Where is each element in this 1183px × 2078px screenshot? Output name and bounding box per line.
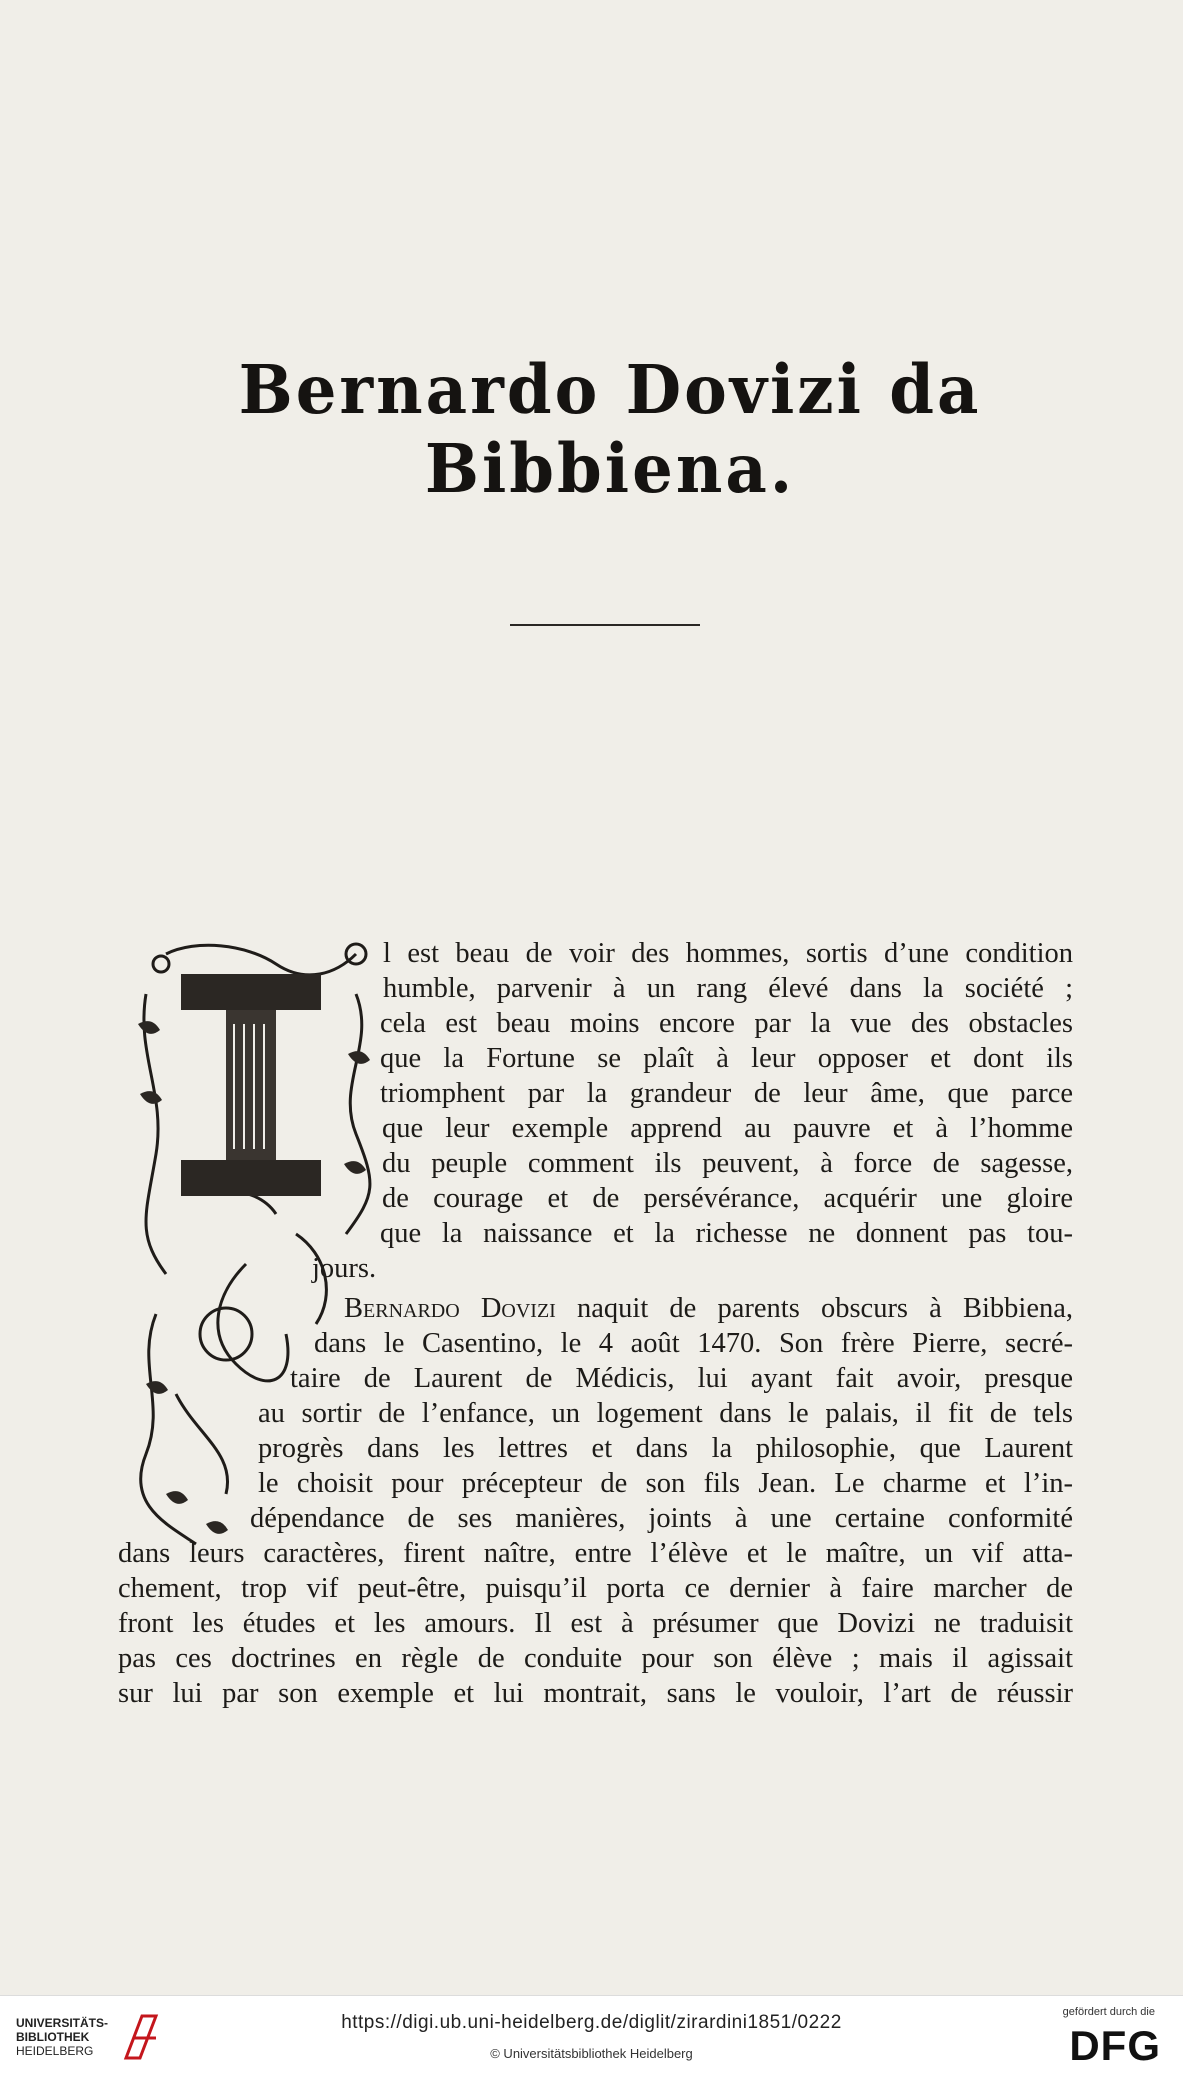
copyright-text: © Universitätsbibliothek Heidelberg (490, 2046, 693, 2061)
text-line: que leur exemple apprend au pauvre et à l’homme (382, 1113, 1073, 1144)
text-line: progrès dans les lettres et dans la philosophie, que Laurent (258, 1433, 1073, 1464)
text-line: du peuple comment ils peuvent, à force de sagesse, (382, 1148, 1073, 1179)
text-line: triomphent par la grandeur de leur âme, que parce (380, 1078, 1073, 1109)
library-name-line: UNIVERSITÄTS- (16, 2016, 109, 2030)
footer-bar (0, 1995, 1183, 2078)
text-line: taire de Laurent de Médicis, lui ayant fait avoir, presque (290, 1363, 1073, 1394)
text-line: sur lui par son exemple et lui montrait, sans le vouloir, l’art de réussir (118, 1678, 1073, 1709)
title-divider (510, 624, 700, 626)
text-line: cela est beau moins encore par la vue des obstacles (380, 1008, 1073, 1039)
text-line: jours. (312, 1253, 377, 1284)
library-city-line: HEIDELBERG (16, 2044, 94, 2058)
text-line: dépendance de ses manières, joints à une certaine conformité (250, 1503, 1073, 1534)
text-line: naquit de parents obscurs à Bibbiena, (577, 1293, 1074, 1324)
text-line: humble, parvenir à un rang élevé dans la société ; (383, 973, 1073, 1004)
library-name-line: BIBLIOTHEK (16, 2030, 90, 2044)
document-url-link[interactable]: https://digi.ub.uni-heidelberg.de/diglit/zirardini1851/0222 (341, 2012, 842, 2033)
text-line: au sortir de l’enfance, un logement dans le palais, il fit de tels (258, 1398, 1073, 1429)
dfg-logo: DFG (1069, 2022, 1161, 2069)
text-line: chement, trop vif peut-être, puisqu’il porta ce dernier à faire marcher de (118, 1573, 1073, 1604)
text-line: front les études et les amours. Il est à présumer que Dovizi ne traduisit (118, 1608, 1073, 1639)
text-line: pas ces doctrines en règle de conduite pour son élève ; mais il agissait (118, 1643, 1073, 1674)
text-line: dans le Casentino, le 4 août 1470. Son frère Pierre, secré- (314, 1328, 1073, 1359)
text-line: que la naissance et la richesse ne donnent pas tou- (380, 1218, 1073, 1249)
text-line: dans leurs caractères, firent naître, entre l’élève et le maître, un vif atta- (118, 1538, 1073, 1569)
text-line: l est beau de voir des hommes, sortis d’une condition (383, 938, 1073, 969)
text-line: de courage et de persévérance, acquérir une gloire (382, 1183, 1073, 1214)
text-line-name (344, 1292, 1073, 1326)
funding-note: gefördert durch die (1062, 2006, 1155, 2018)
chapter-title: Bernardo Dovizi da Bibbiena. (238, 351, 982, 509)
text-line: que la Fortune se plaît à leur opposer et dont ils (380, 1043, 1073, 1074)
text-line: le choisit pour précepteur de son fils Jean. Le charme et l’in- (258, 1468, 1073, 1499)
person-name: Bernardo Dovizi (344, 1293, 556, 1324)
